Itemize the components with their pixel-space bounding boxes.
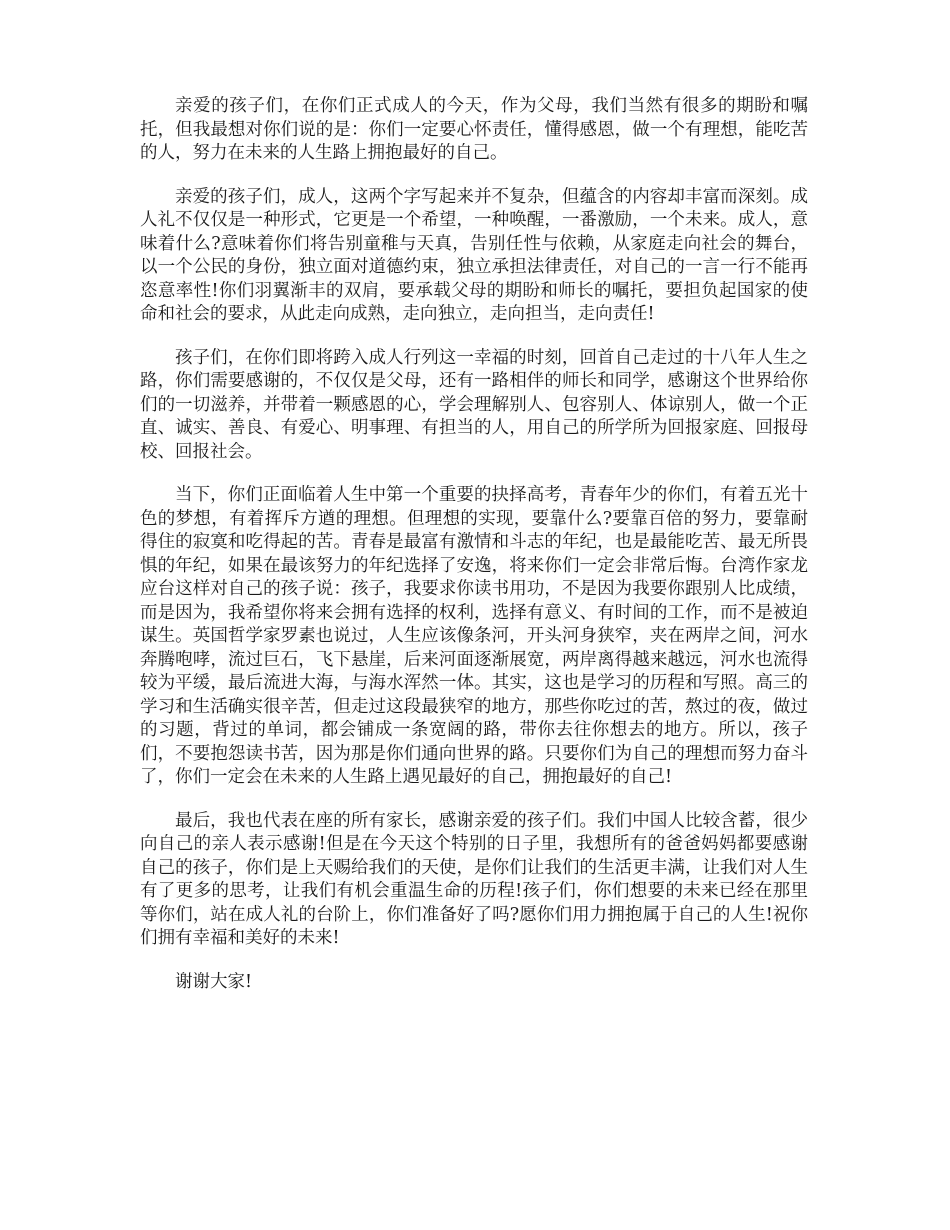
paragraph-4: 当下，你们正面临着人生中第一个重要的抉择高考，青春年少的你们，有着五光十色的梦想，有着挥斥方遒的理想。但理想的实现，要靠什么?要靠百倍的努力，要靠耐得住的寂寞和吃得起的苦。青春是最富有激情和斗志的年纪，也是最能吃苦、最无所畏惧的年纪，如果在最该努力的年纪选择了安逸，将来你们一定会非常后悔。台湾作家龙应台这样对自己的孩子说：孩子，我要求你读书用功，不是因为我要你跟别人比成绩，而是因为，我希望你将来会拥有选择的权利，选择有意义、有时间的工作，而不是被迫谋生。英国哲学家罗素也说过，人生应该像条河，开头河身狭窄，夹在两岸之间，河水奔腾咆哮，流过巨石，飞下悬崖，后来河面逐渐展宽，两岸离得越来越远，河水也流得较为平缓，最后流进大海，与海水浑然一体。其实，这也是学习的历程和写照。高三的学习和生活确实很辛苦，但走过这段最狭窄的地方，那些你吃过的苦，熬过的夜，做过的习题，背过的单词，都会铺成一条宽阔的路，带你去往你想去的地方。所以，孩子们，不要抱怨读书苦，因为那是你们通向世界的路。只要你们为自己的理想而努力奋斗了，你们一定会在未来的人生路上遇见最好的自己，拥抱最好的自己! (140, 485, 808, 787)
paragraph-2: 亲爱的孩子们，成人，这两个字写起来并不复杂，但蕴含的内容却丰富而深刻。成人礼不仅仅是一种形式，它更是一个希望，一种唤醒，一番激励，一个未来。成人，意味着什么?意味着你们将告别童稚与天真，告别任性与依赖，从家庭走向社会的舞台，以一个公民的身份，独立面对道德约束，独立承担法律责任，对自己的一言一行不能再恣意率性!你们羽翼渐丰的双肩，要承载父母的期盼和师长的嘱托，要担负起国家的使命和社会的要求，从此走向成熟，走向独立，走向担当，走向责任! (140, 186, 808, 324)
paragraph-3: 孩子们，在你们即将跨入成人行列这一幸福的时刻，回首自己走过的十八年人生之路，你们需要感谢的，不仅仅是父母，还有一路相伴的师长和同学，感谢这个世界给你们的一切滋养，并带着一颗感恩的心，学会理解别人、包容别人、体谅别人，做一个正直、诚实、善良、有爱心、明事理、有担当的人，用自己的所学所为回报家庭、回报母校、回报社会。 (140, 347, 808, 462)
paragraph-1: 亲爱的孩子们，在你们正式成人的今天，作为父母，我们当然有很多的期盼和嘱托，但我最想对你们说的是：你们一定要心怀责任，懂得感恩，做一个有理想，能吃苦的人，努力在未来的人生路上拥抱最好的自己。 (140, 96, 808, 163)
paragraph-5: 最后，我也代表在座的所有家长，感谢亲爱的孩子们。我们中国人比较含蓄，很少向自己的亲人表示感谢!但是在今天这个特别的日子里，我想所有的爸爸妈妈都要感谢自己的孩子，你们是上天赐给我们的天使，是你们让我们的生活更丰满，让我们对人生有了更多的思考，让我们有机会重温生命的历程!孩子们，你们想要的未来已经在那里等你们，站在成人礼的台阶上，你们准备好了吗?愿你们用力拥抱属于自己的人生!祝你们拥有幸福和美好的未来! (140, 810, 808, 948)
closing-line: 谢谢大家! (175, 971, 253, 992)
document-body (140, 95, 808, 1014)
